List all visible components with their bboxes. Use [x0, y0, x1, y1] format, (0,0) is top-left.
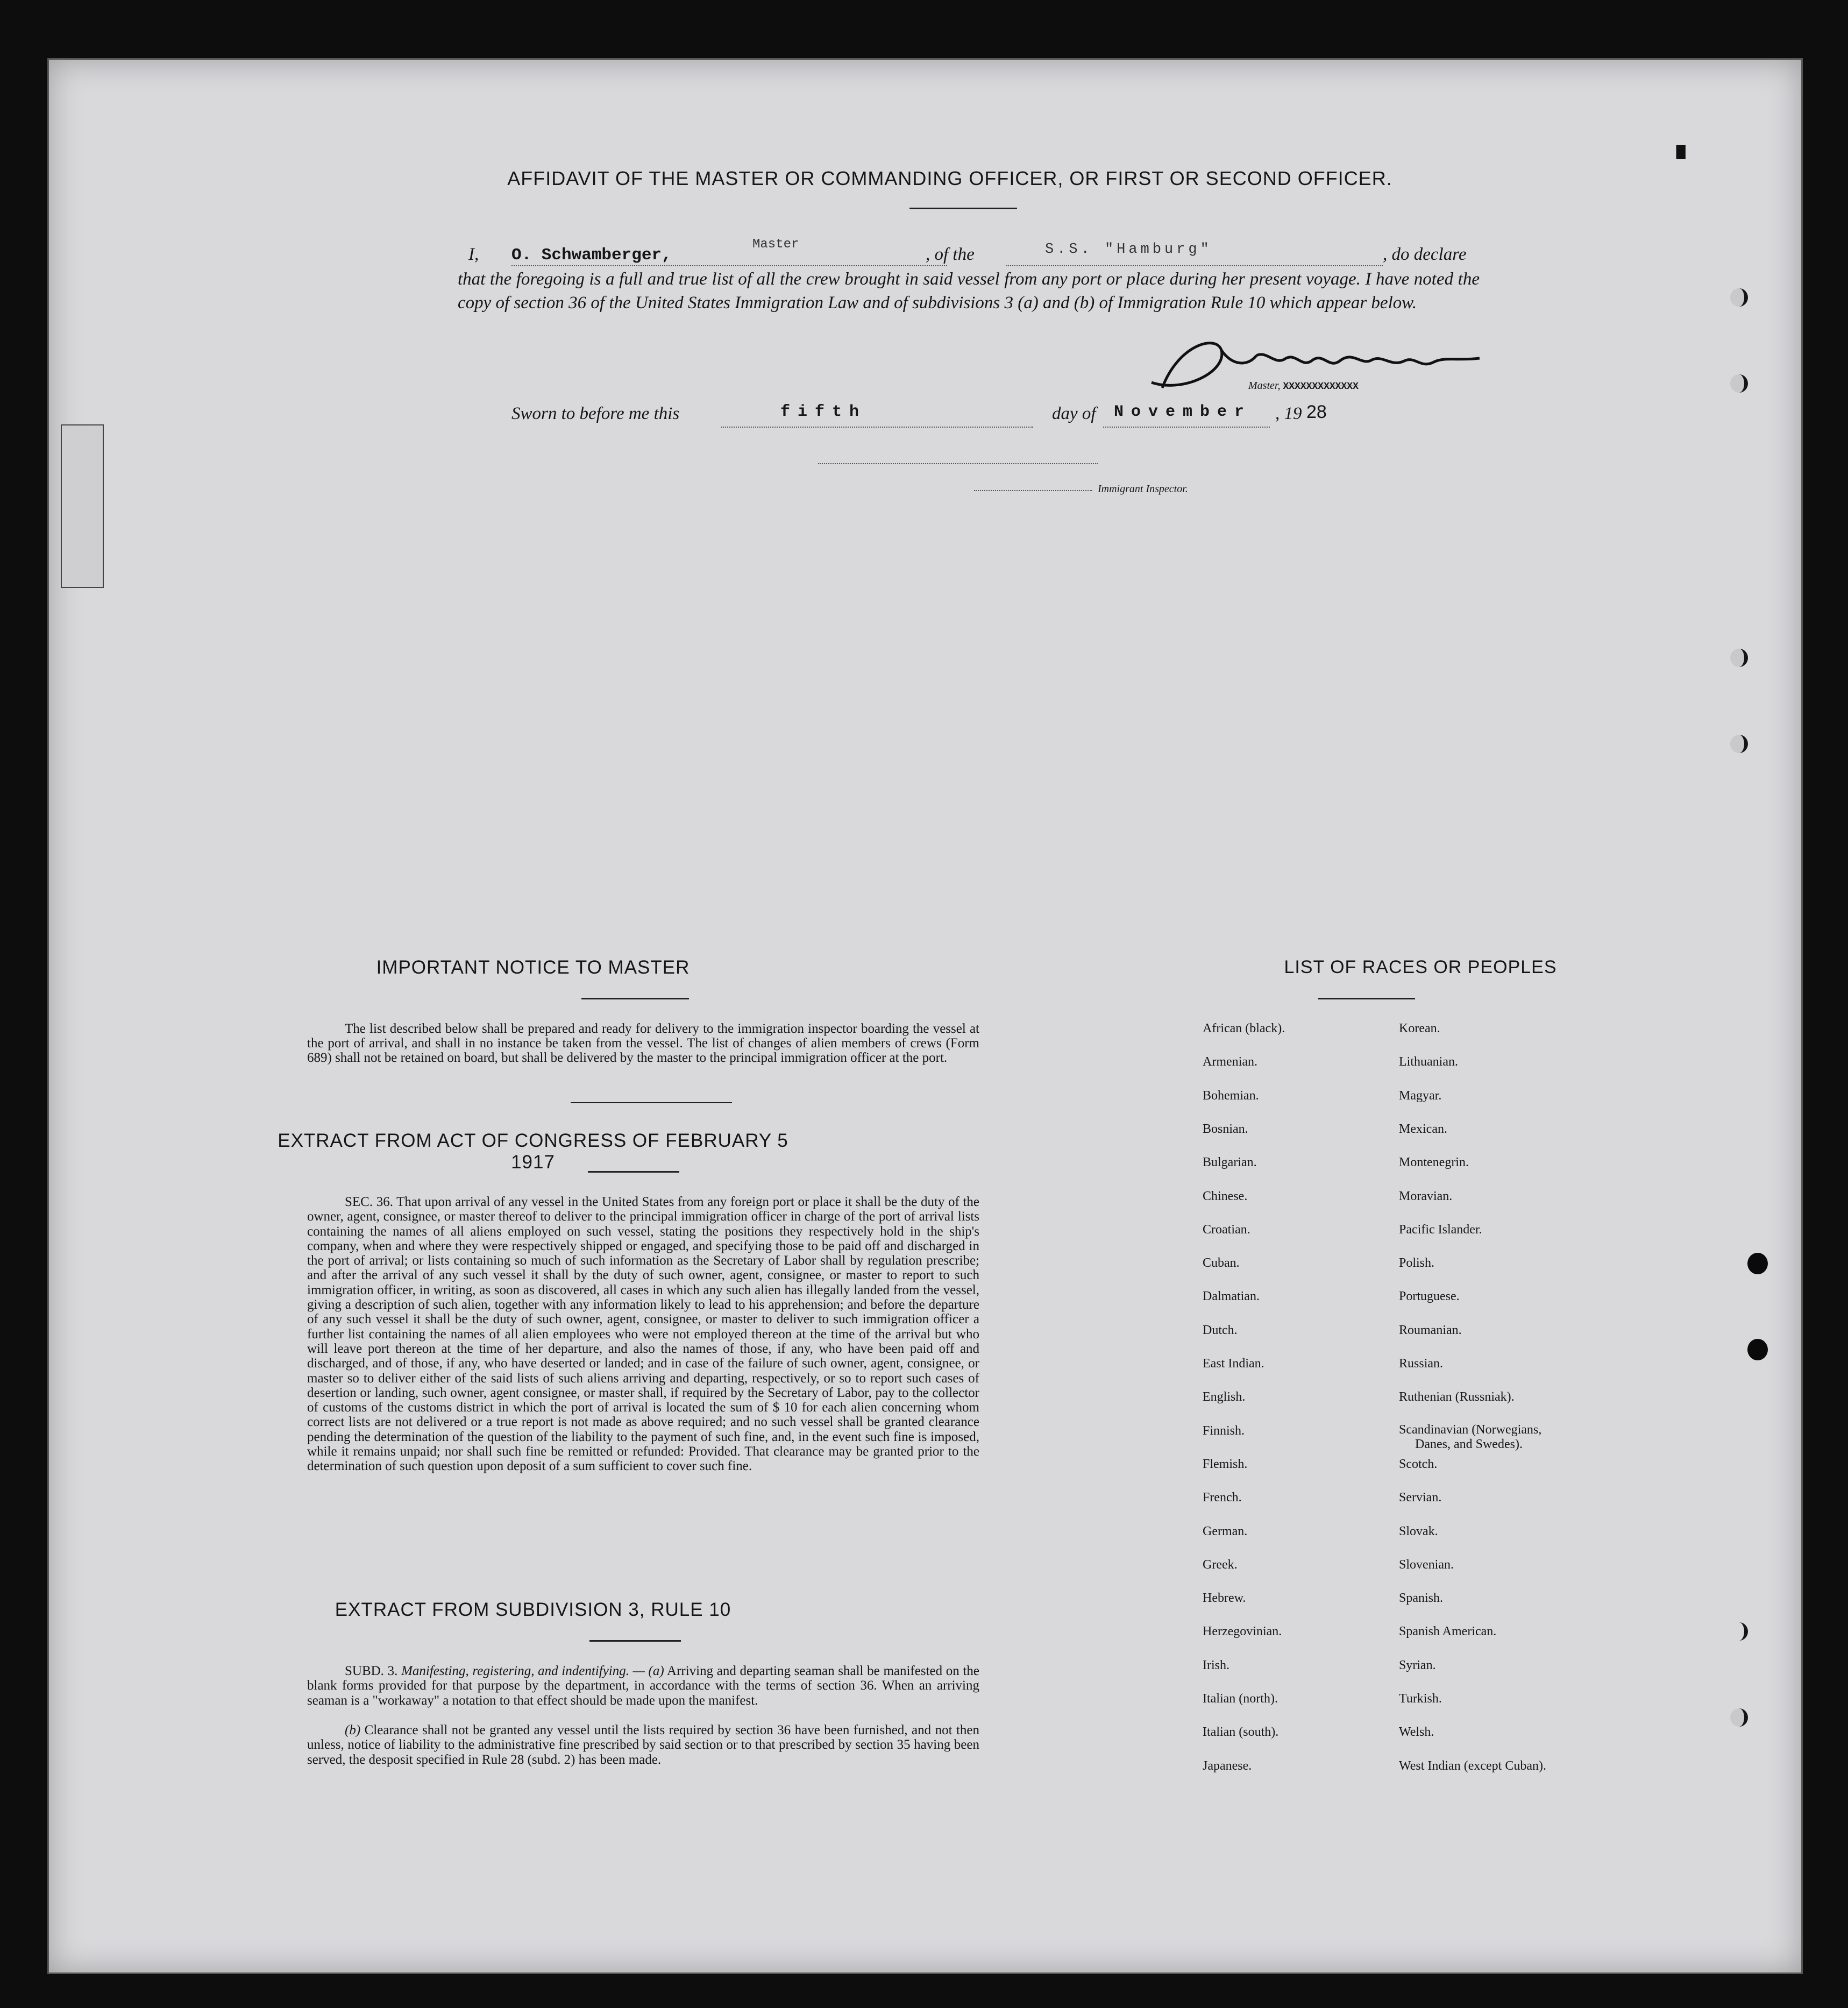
- race-item: Finnish.: [1203, 1423, 1245, 1438]
- race-item: Flemish.: [1203, 1457, 1248, 1471]
- sworn-label: Sworn to before me this: [511, 404, 680, 423]
- race-item: Servian.: [1399, 1491, 1442, 1505]
- race-item: English.: [1203, 1390, 1246, 1404]
- race-item: Slovak.: [1399, 1524, 1438, 1538]
- notice-rule: [571, 1102, 732, 1103]
- of-the-label: , of the: [926, 245, 975, 264]
- race-item: Bohemian.: [1203, 1088, 1259, 1103]
- signature-master-label: Master,: [1248, 380, 1281, 392]
- master-name: O. Schwamberger,: [511, 246, 672, 265]
- race-item: Portuguese.: [1399, 1289, 1460, 1304]
- day-of-label: day of: [1052, 404, 1096, 423]
- act-extract-text: SEC. 36. That upon arrival of any vessel in the United States from any foreign port or place it shall be the duty of the owner, agent, consignee, or master thereof to deliver to the principal immigration officer in charge of the port of arrival lists containing the names of all aliens employed on such vessel, stating the positions they respectively hold in the ship's company, when and where they were respectively shipped or engaged, and specifying those to be paid off and discharged in the port of arrival; or lists containing so much of such information as the Secretary of Labor shall by regulation prescribe; and after the arrival of any such vessel it shall by the duty of such owner, agent, consignee, or master to report to such immigration officer, in writing, as soon as discovered, all cases in which any such alien has illegally landed from the vessel, giving a description of such alien, together with any information likely to lead to his apprehension; and before the departure of any such vessel it shall be the duty of such owner, agent, consignee, or master to deliver to such immigration officer a further list containing the names of all alien employees who were not employed thereon at the time of the arrival but who will leave port thereon at the time of her departure, and also the names of those, if any, who have been paid off and discharged, and of those, if any, who have deserted or landed; and in case of the failure of such owner, agent, consignee, or master so to deliver either of the said lists of such aliens arriving and departing, respectively, or so to report such cases of desertion or landing, such owner, agent consignee, or master shall, if required by the Secretary of Labor, pay to the collector of customs of the customs district in which the port of arrival is located the sum of $ 10 for each alien concerning whom correct lists are not delivered or a true report is not made as above required; and no such vessel shall be granted clearance pending the determination of the question of the liability to the payment of such fine, and, in the event such fine is imposed, while it remains unpaid; nor shall such fine be remitted or refunded: Provided. That clearance may be granted prior to the determination of such question upon deposit of a sum sufficient to cover such fine.: [307, 1195, 979, 1474]
- race-item: Bulgarian.: [1203, 1155, 1257, 1170]
- binder-hole: [1730, 1708, 1748, 1727]
- rule-extract-para-a: [307, 1664, 979, 1708]
- race-item: Cuban.: [1203, 1256, 1240, 1271]
- inspector-label-line: [974, 490, 1092, 491]
- race-item: Welsh.: [1399, 1725, 1434, 1740]
- subd-a-text: Arriving and departing seaman shall be manifested on the blank forms provided for that purpose by the department, in accordance with the terms of section 36. When an arriving seaman is a "workaway" a notation to that effect should be made upon the manifest.: [307, 1664, 980, 1708]
- race-item: Italian (north).: [1203, 1692, 1278, 1706]
- race-item: East Indian.: [1203, 1357, 1264, 1371]
- race-item: African (black).: [1203, 1021, 1285, 1035]
- race-item: Polish.: [1399, 1256, 1435, 1271]
- race-item: Dalmatian.: [1203, 1289, 1260, 1304]
- rule-extract-para-b: [307, 1723, 979, 1767]
- race-item: Magyar.: [1399, 1088, 1442, 1103]
- race-item: Lithuanian.: [1399, 1055, 1458, 1069]
- race-item: Irish.: [1203, 1658, 1229, 1672]
- affidavit-title: AFFIDAVIT OF THE MASTER OR COMMANDING OFFICER, OR FIRST OR SECOND OFFICER.: [507, 167, 1392, 189]
- race-item: Greek.: [1203, 1557, 1238, 1572]
- race-item: Roumanian.: [1399, 1323, 1462, 1337]
- subd-heading: Manifesting, registering, and indentifying. — (a): [401, 1664, 664, 1678]
- race-item: Russian.: [1399, 1357, 1444, 1371]
- binder-hole: [1730, 374, 1748, 393]
- subd-label: SUBD. 3.: [345, 1664, 398, 1678]
- master-typed-title: Master: [752, 237, 799, 252]
- race-item-line: Danes, and Swedes).: [1415, 1437, 1523, 1451]
- binder-hole: [1730, 1622, 1748, 1641]
- binder-punch: [1747, 1339, 1768, 1360]
- race-item: Spanish American.: [1399, 1624, 1497, 1639]
- race-item: Montenegrin.: [1399, 1155, 1469, 1170]
- race-item-line: Scandinavian (Norwegians,: [1399, 1422, 1542, 1437]
- race-item: Armenian.: [1203, 1055, 1257, 1069]
- notice-text: The list described below shall be prepared and ready for delivery to the immigration inspector boarding the vessel at the port of arrival, and shall in no instance be taken from the vessel. The list of changes of alien members of crews (Form 689) shall not be retained on board, but shall be delivered by the master to the principal immigration officer at the port.: [307, 1021, 979, 1065]
- binder-hole: [1730, 649, 1748, 667]
- race-item: Hebrew.: [1203, 1591, 1246, 1606]
- document-page: [47, 58, 1803, 1974]
- act-extract-title: EXTRACT FROM ACT OF CONGRESS OF FEBRUARY 5 1917: [278, 1130, 788, 1173]
- corner-mark: ▘: [1676, 146, 1695, 173]
- race-item: Scotch.: [1399, 1457, 1438, 1471]
- race-item: Spanish.: [1399, 1591, 1444, 1606]
- subd-b-label: (b): [345, 1723, 361, 1737]
- sworn-day-underline: [721, 427, 1033, 428]
- affidavit-title-rule: [909, 208, 1017, 209]
- race-item: Pacific Islander.: [1399, 1222, 1482, 1237]
- race-item: Chinese.: [1203, 1189, 1248, 1203]
- race-item: Japanese.: [1203, 1758, 1252, 1773]
- act-extract-title-rule: [588, 1171, 679, 1173]
- race-item: [1399, 1423, 1541, 1452]
- vessel-underline: [1006, 265, 1383, 266]
- race-item: Turkish.: [1399, 1692, 1442, 1706]
- race-item: French.: [1203, 1491, 1242, 1505]
- rule-extract-title: EXTRACT FROM SUBDIVISION 3, RULE 10: [335, 1599, 731, 1620]
- race-item: Moravian.: [1399, 1189, 1453, 1203]
- sworn-month-underline: [1103, 427, 1270, 428]
- race-item: Herzegovinian.: [1203, 1624, 1282, 1639]
- inspector-signature-line: [818, 463, 1098, 464]
- rule-extract-title-rule: [589, 1640, 681, 1642]
- race-item: Mexican.: [1399, 1122, 1447, 1136]
- race-item: Bosnian.: [1203, 1122, 1248, 1136]
- notice-title-rule: [581, 998, 689, 999]
- sworn-month: November: [1114, 403, 1252, 421]
- year-prefix: , 19: [1275, 404, 1302, 423]
- struck-text: XXXXXXXXXXXXX: [1283, 381, 1359, 392]
- inspector-label: Immigrant Inspector.: [1098, 483, 1188, 495]
- i-label: I,: [468, 245, 479, 264]
- year-suffix: 28: [1306, 402, 1327, 422]
- races-title: LIST OF RACES OR PEOPLES: [1284, 957, 1557, 977]
- race-item: Syrian.: [1399, 1658, 1436, 1672]
- notice-title: IMPORTANT NOTICE TO MASTER: [376, 957, 690, 978]
- sworn-day: fifth: [780, 403, 867, 421]
- race-item: Croatian.: [1203, 1222, 1250, 1237]
- affidavit-body: that the foregoing is a full and true list of all the crew brought in said vessel from any port or place during her present voyage. I have noted the copy of section 36 of the United States Immigration Law and of subdivisions 3 (a) and (b) of Immigration Rule 10 which appear below.: [458, 269, 1480, 313]
- vessel-name: S.S. "Hamburg": [1045, 242, 1212, 258]
- signature-title: [1248, 380, 1359, 392]
- race-item: Dutch.: [1203, 1323, 1238, 1337]
- master-name-underline: [511, 265, 947, 266]
- race-item: Italian (south).: [1203, 1725, 1279, 1740]
- race-item: Slovenian.: [1399, 1557, 1454, 1572]
- subd-b-text: Clearance shall not be granted any vessel until the lists required by section 36 have been furnished, and not then unless, notice of liability to the administrative fine prescribed by said section or to that prescribed by section 35 having been served, the desposit specified in Rule 28 (subd. 2) has been made.: [307, 1723, 980, 1767]
- race-item: Korean.: [1399, 1021, 1440, 1035]
- races-title-rule: [1318, 998, 1415, 999]
- do-declare-label: , do declare: [1383, 245, 1467, 264]
- race-item: Ruthenian (Russniak).: [1399, 1390, 1515, 1404]
- binder-hole: [1730, 288, 1748, 307]
- race-item: West Indian (except Cuban).: [1399, 1758, 1546, 1773]
- race-item: German.: [1203, 1524, 1248, 1538]
- binder-punch: [1747, 1253, 1768, 1274]
- underlying-page-tab: [61, 424, 104, 588]
- binder-hole: [1730, 735, 1748, 753]
